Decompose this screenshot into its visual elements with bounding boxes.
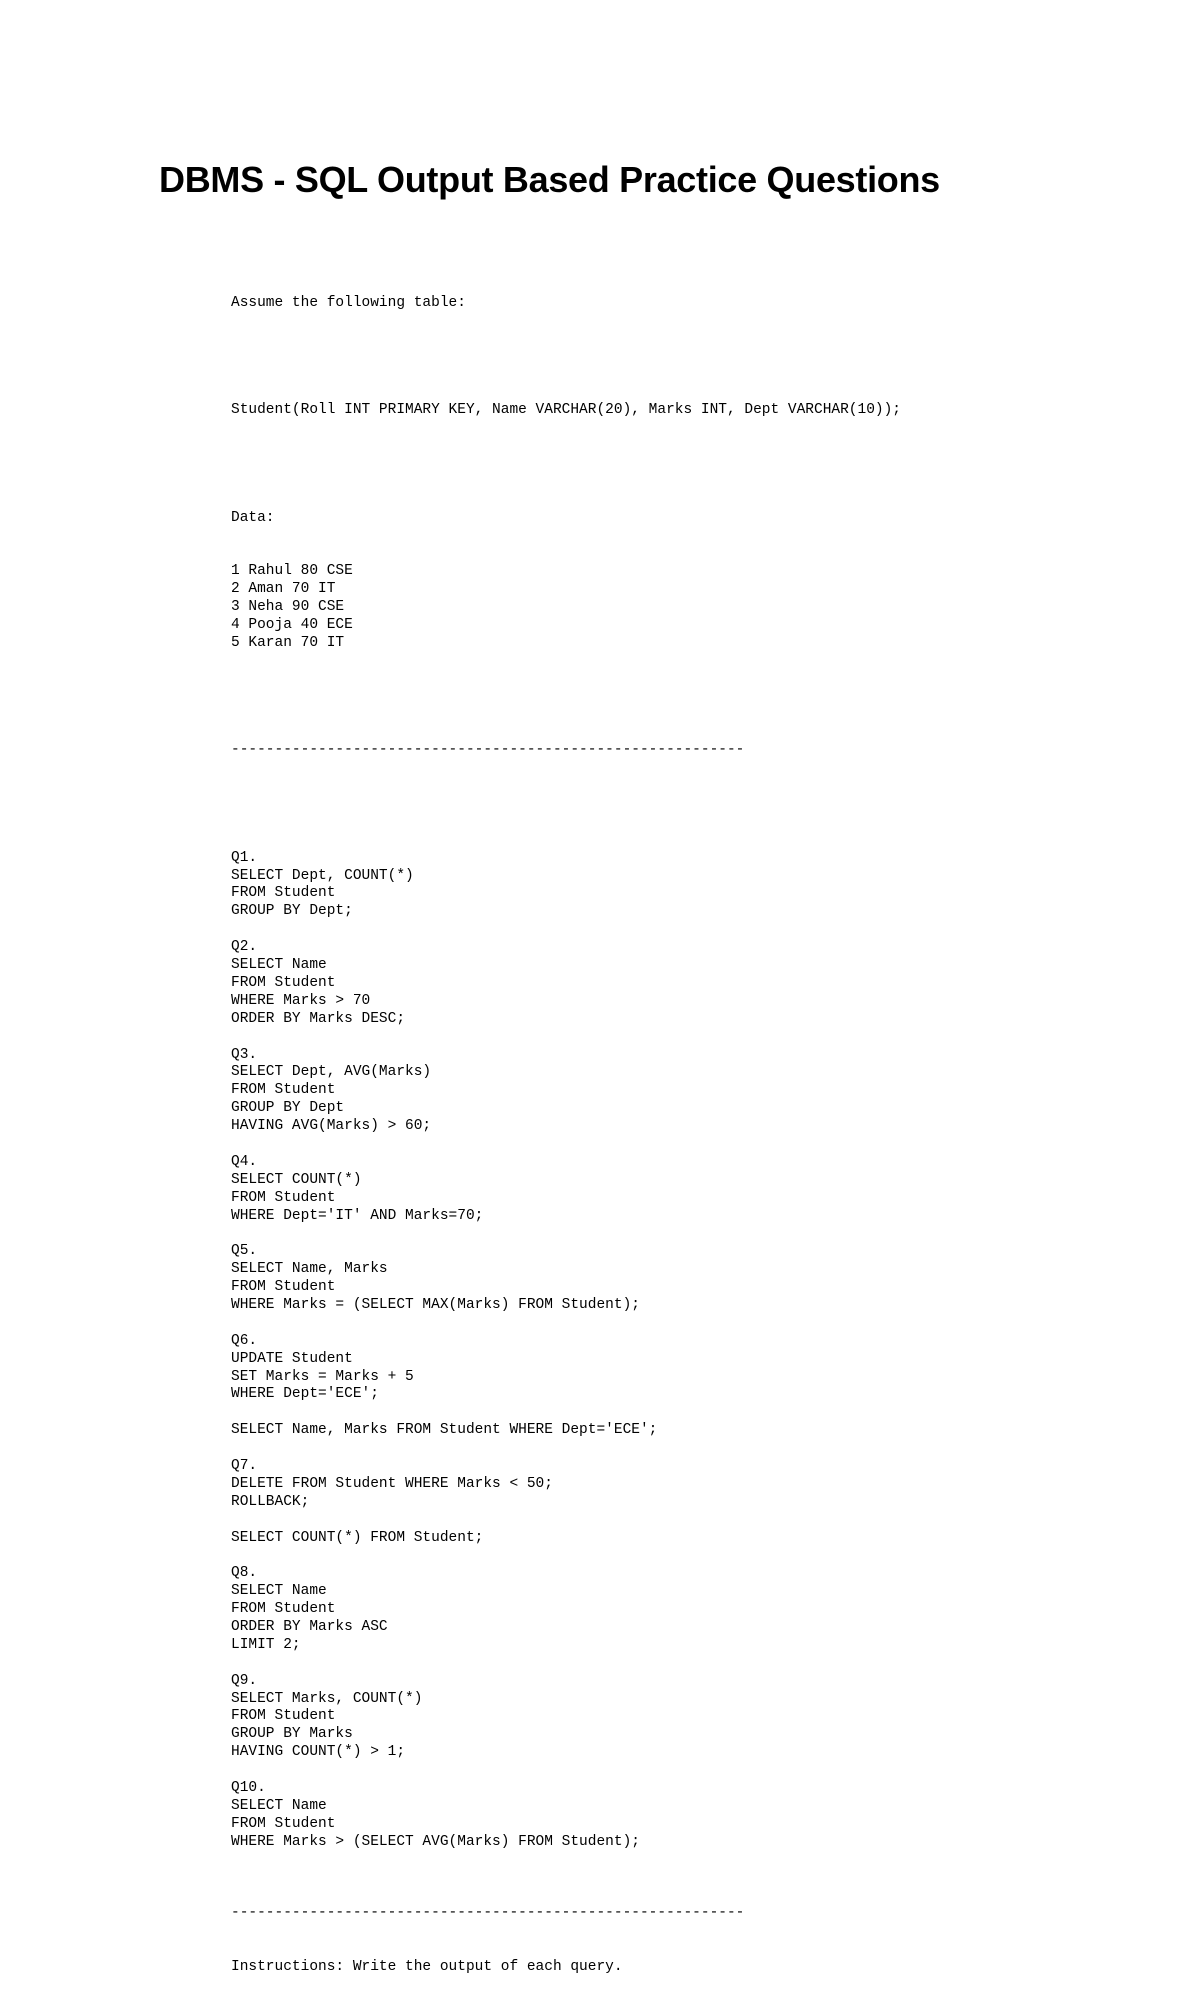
- sql-line: GROUP BY Marks: [231, 1726, 353, 1743]
- question-block: [231, 1154, 1131, 1243]
- sql-line: FROM Student: [231, 1279, 336, 1296]
- question-block: [231, 850, 1131, 939]
- sql-line: HAVING COUNT(*) > 1;: [231, 1744, 406, 1761]
- sql-line: FROM Student: [231, 1601, 336, 1618]
- blank-line: [231, 921, 1131, 939]
- blank-line: [231, 1512, 1131, 1530]
- blank-line: [231, 689, 1131, 707]
- question-block: [231, 1458, 1131, 1565]
- blank-line: [231, 1315, 1131, 1333]
- sql-line: SELECT Name: [231, 1797, 327, 1814]
- sql-line: SELECT Name, Marks: [231, 1261, 388, 1278]
- sql-line: FROM Student: [231, 1815, 336, 1832]
- sql-line: HAVING AVG(Marks) > 60;: [231, 1118, 432, 1135]
- document-body: [231, 259, 1131, 2013]
- instructions-text: Instructions: Write the output of each query.: [231, 1958, 623, 1975]
- question-label: Q10.: [231, 1780, 266, 1797]
- question-list: [231, 850, 1131, 1870]
- question-label: Q3.: [231, 1046, 258, 1063]
- question-block: [231, 1780, 1131, 1869]
- sql-line: LIMIT 2;: [231, 1636, 301, 1653]
- sql-line: SELECT Name: [231, 1583, 327, 1600]
- blank-line: [231, 1225, 1131, 1243]
- question-block: [231, 1243, 1131, 1332]
- sql-line: SELECT Name, Marks FROM Student WHERE Dept='ECE';: [231, 1422, 658, 1439]
- sql-line: ORDER BY Marks DESC;: [231, 1010, 406, 1027]
- sql-line: SELECT Dept, AVG(Marks): [231, 1064, 432, 1081]
- page-title: DBMS - SQL Output Based Practice Questions: [159, 159, 940, 200]
- intro-text: Assume the following table:: [231, 294, 466, 311]
- sql-line: ROLLBACK;: [231, 1493, 310, 1510]
- sql-line: FROM Student: [231, 1082, 336, 1099]
- data-rows: [231, 563, 1131, 652]
- sql-line: SELECT Name: [231, 957, 327, 974]
- sql-line: UPDATE Student: [231, 1350, 353, 1367]
- data-row: 1 Rahul 80 CSE: [231, 563, 353, 580]
- sql-line: WHERE Dept='ECE';: [231, 1386, 379, 1403]
- sql-line: WHERE Marks = (SELECT MAX(Marks) FROM Student);: [231, 1296, 640, 1313]
- blank-line: [231, 1404, 1131, 1422]
- question-label: Q9.: [231, 1672, 258, 1689]
- sql-line: FROM Student: [231, 1189, 336, 1206]
- question-block: [231, 1565, 1131, 1672]
- blank-line: [231, 1852, 1131, 1870]
- sql-line: DELETE FROM Student WHERE Marks < 50;: [231, 1475, 553, 1492]
- sql-line: SELECT Marks, COUNT(*): [231, 1690, 423, 1707]
- sql-line: FROM Student: [231, 885, 336, 902]
- sql-line: WHERE Marks > 70: [231, 992, 371, 1009]
- question-block: [231, 939, 1131, 1046]
- sql-line: GROUP BY Dept;: [231, 903, 353, 920]
- separator-top: -----------------------------------------------------------: [231, 742, 745, 759]
- question-block: [231, 1333, 1131, 1458]
- sql-line: ORDER BY Marks ASC: [231, 1619, 388, 1635]
- sql-line: SET Marks = Marks + 5: [231, 1368, 414, 1385]
- question-label: Q1.: [231, 849, 258, 866]
- table-schema: Student(Roll INT PRIMARY KEY, Name VARCHAR(20), Marks INT, Dept VARCHAR(10));: [231, 402, 902, 419]
- question-block: [231, 1047, 1131, 1154]
- blank-line: [231, 349, 1131, 367]
- separator-bottom: -----------------------------------------------------------: [231, 1905, 745, 1922]
- sql-line: WHERE Marks > (SELECT AVG(Marks) FROM Student);: [231, 1833, 640, 1850]
- blank-line: [231, 1029, 1131, 1047]
- question-label: Q7.: [231, 1457, 258, 1474]
- question-label: Q8.: [231, 1565, 258, 1582]
- blank-line: [231, 1440, 1131, 1458]
- data-row: 2 Aman 70 IT: [231, 581, 336, 598]
- data-label: Data:: [231, 509, 275, 526]
- data-row: 3 Neha 90 CSE: [231, 599, 345, 616]
- question-label: Q4.: [231, 1153, 258, 1170]
- sql-line: SELECT Dept, COUNT(*): [231, 867, 414, 884]
- sql-line: GROUP BY Dept: [231, 1100, 345, 1117]
- sql-line: SELECT COUNT(*) FROM Student;: [231, 1529, 484, 1546]
- question-label: Q2.: [231, 939, 258, 956]
- data-row: 4 Pooja 40 ECE: [231, 617, 353, 633]
- blank-line: [231, 1136, 1131, 1154]
- question-block: [231, 1673, 1131, 1780]
- blank-line: [231, 1655, 1131, 1673]
- sql-line: SELECT COUNT(*): [231, 1171, 362, 1188]
- sql-line: WHERE Dept='IT' AND Marks=70;: [231, 1207, 484, 1224]
- question-label: Q6.: [231, 1332, 258, 1349]
- question-label: Q5.: [231, 1243, 258, 1260]
- blank-line: [231, 1762, 1131, 1780]
- sql-line: FROM Student: [231, 974, 336, 991]
- data-row: 5 Karan 70 IT: [231, 634, 345, 651]
- blank-line: [231, 1547, 1131, 1565]
- blank-line: [231, 796, 1131, 814]
- blank-line: [231, 456, 1131, 474]
- sql-line: FROM Student: [231, 1708, 336, 1725]
